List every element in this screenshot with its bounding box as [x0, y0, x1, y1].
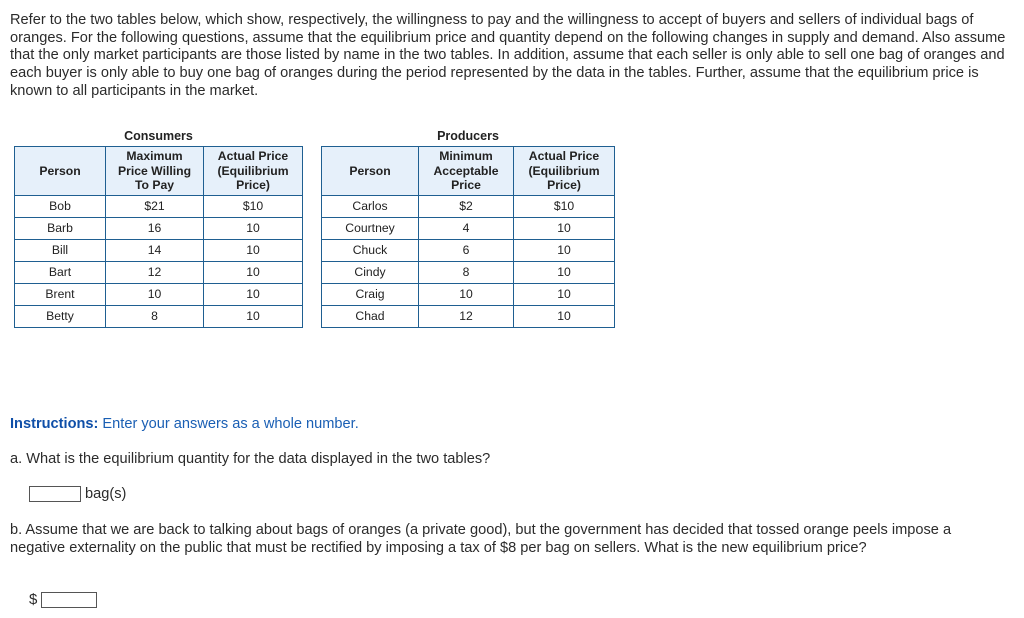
answer-a-input[interactable]	[29, 486, 81, 502]
table-cell: 10	[514, 283, 615, 305]
table-cell: 10	[204, 239, 303, 261]
table-row	[15, 305, 303, 327]
table-cell: Chad	[322, 305, 419, 327]
producers-header-actual-price: Actual Price (Equilibrium Price)	[514, 147, 615, 196]
table-row	[15, 195, 303, 217]
table-row	[322, 217, 615, 239]
table-cell: Craig	[322, 283, 419, 305]
table-cell: 12	[419, 305, 514, 327]
producers-header-min-price: Minimum Acceptable Price	[419, 147, 514, 196]
question-a-text: a. What is the equilibrium quantity for the data displayed in the two tables?	[10, 451, 491, 467]
table-cell: 10	[204, 217, 303, 239]
answer-b-input[interactable]	[41, 592, 97, 608]
table-cell: 6	[419, 239, 514, 261]
table-row	[15, 217, 303, 239]
table-cell: $21	[106, 195, 204, 217]
table-cell: 10	[419, 283, 514, 305]
instructions-text: Enter your answers as a whole number.	[98, 416, 359, 432]
dollar-sign: $	[29, 591, 38, 608]
producers-table-container	[321, 128, 615, 328]
table-cell: 10	[514, 261, 615, 283]
table-cell: Betty	[15, 305, 106, 327]
table-cell: Bill	[15, 239, 106, 261]
table-cell: Cindy	[322, 261, 419, 283]
table-cell: 10	[514, 217, 615, 239]
table-cell: $2	[419, 195, 514, 217]
table-cell: 8	[419, 261, 514, 283]
instructions	[10, 416, 359, 432]
consumers-table	[14, 146, 303, 328]
answer-a-unit: bag(s)	[85, 486, 127, 502]
table-row	[322, 261, 615, 283]
consumers-table-container	[14, 128, 303, 328]
table-cell: Carlos	[322, 195, 419, 217]
table-cell: Bob	[15, 195, 106, 217]
producers-caption: Producers	[437, 129, 499, 143]
answer-b-row	[29, 591, 97, 608]
table-cell: Barb	[15, 217, 106, 239]
table-cell: Brent	[15, 283, 106, 305]
table-cell: 10	[514, 239, 615, 261]
table-cell: 10	[204, 261, 303, 283]
table-cell: 8	[106, 305, 204, 327]
table-row	[15, 239, 303, 261]
table-row	[322, 239, 615, 261]
answer-a-row	[29, 486, 126, 502]
table-cell: 14	[106, 239, 204, 261]
table-cell: $10	[514, 195, 615, 217]
intro-paragraph: Refer to the two tables below, which show, respectively, the willingness to pay and the willingness to accept of buyers and sellers of individual bags of oranges. For the following questions, assume that the equilibrium price and quantity depend on the following changes in supply and demand. Also assume that the only market participants are those listed by name in the two tables. In addition, assume that each seller is only able to sell one bag of oranges and each buyer is only able to buy one bag of oranges during the period represented by the data in the tables. Further, assume that the equilibrium price is known to all participants in the market.	[10, 12, 1006, 99]
table-cell: 10	[514, 305, 615, 327]
table-row	[322, 305, 615, 327]
table-row	[322, 283, 615, 305]
producers-table	[321, 146, 615, 328]
instructions-label: Instructions:	[10, 416, 99, 432]
consumers-header-person: Person	[15, 147, 106, 196]
table-cell: $10	[204, 195, 303, 217]
table-cell: 16	[106, 217, 204, 239]
consumers-caption: Consumers	[124, 129, 193, 143]
table-cell: Bart	[15, 261, 106, 283]
table-row	[15, 261, 303, 283]
table-cell: 10	[106, 283, 204, 305]
table-cell: 12	[106, 261, 204, 283]
consumers-header-actual-price: Actual Price (Equilibrium Price)	[204, 147, 303, 196]
table-row	[322, 195, 615, 217]
table-cell: 10	[204, 283, 303, 305]
table-cell: 10	[204, 305, 303, 327]
consumers-header-max-price: Maximum Price Willing To Pay	[106, 147, 204, 196]
table-cell: Chuck	[322, 239, 419, 261]
table-cell: 4	[419, 217, 514, 239]
question-b-text: b. Assume that we are back to talking about bags of oranges (a private good), but the government has decided that tossed orange peels impose a negative externality on the public that must be rectified by imposing a tax of $8 per bag on sellers. What is the new equilibrium price?	[10, 522, 952, 556]
producers-header-person: Person	[322, 147, 419, 196]
table-row	[15, 283, 303, 305]
table-cell: Courtney	[322, 217, 419, 239]
